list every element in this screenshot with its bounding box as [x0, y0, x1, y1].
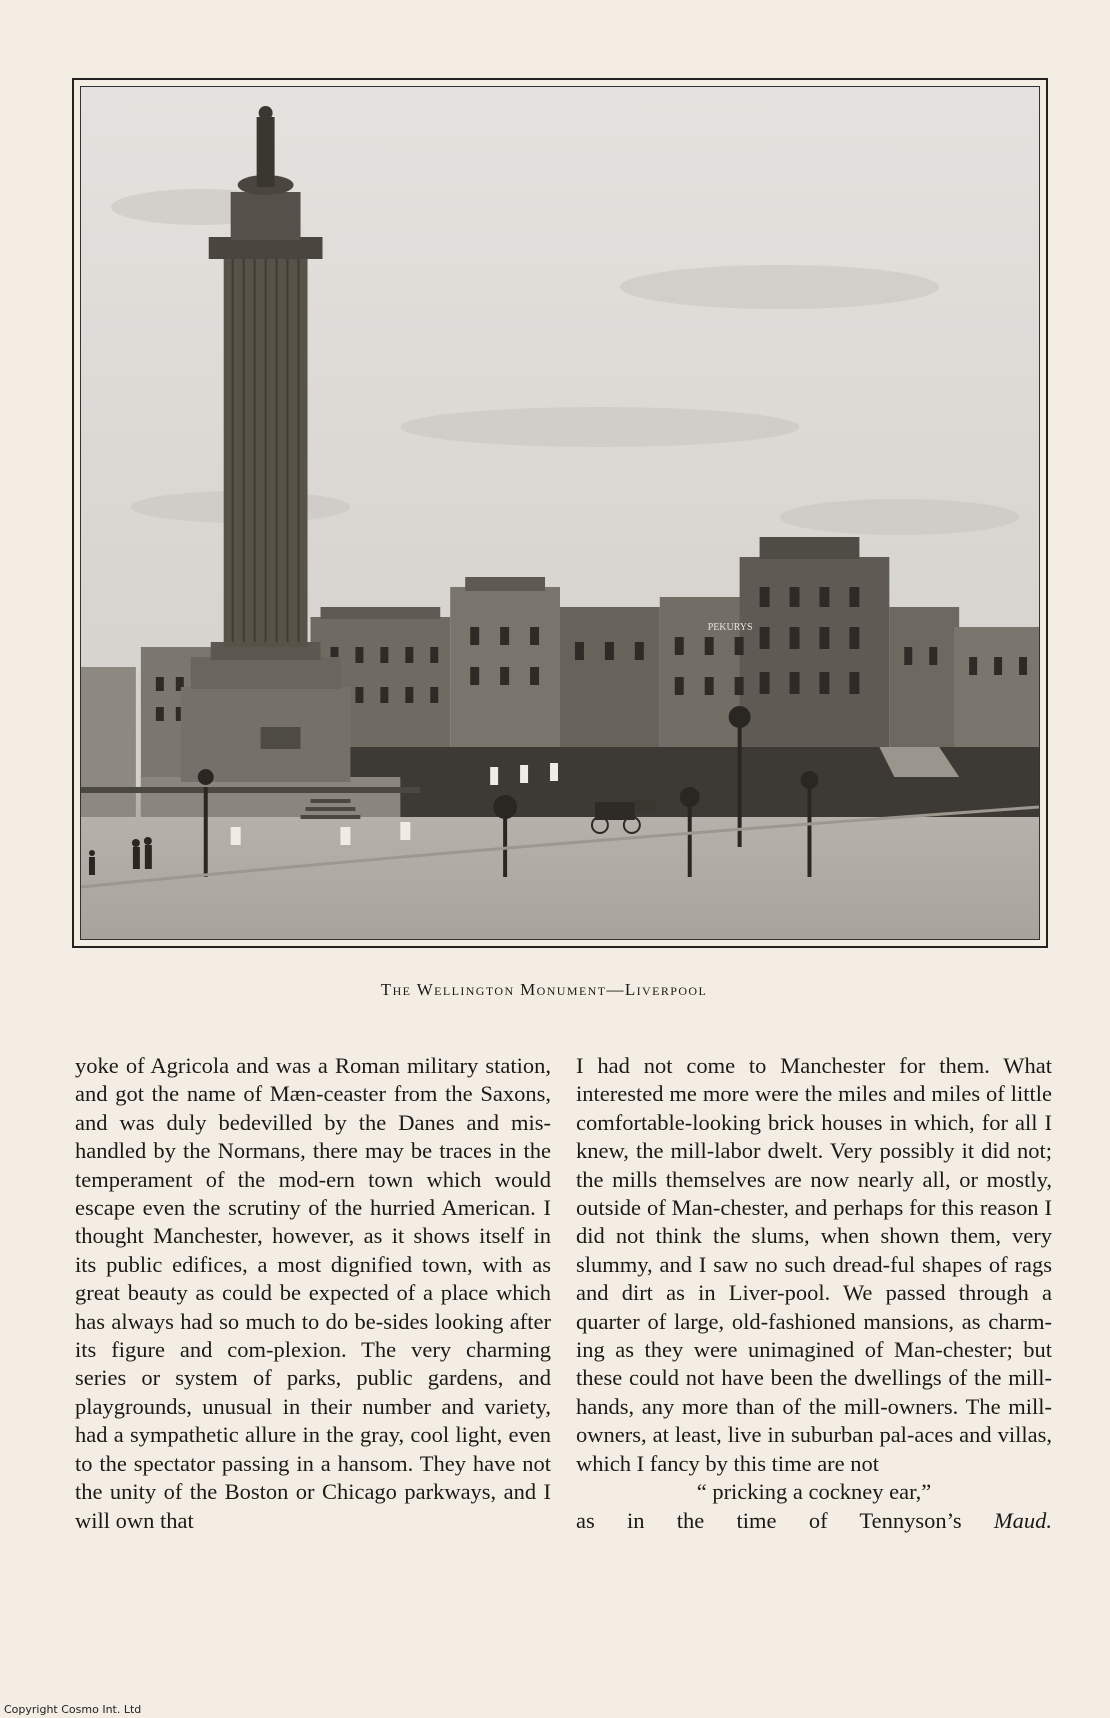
- wellington-monument-photo: [80, 86, 1040, 940]
- photo-frame: [72, 78, 1048, 948]
- final-line: [576, 1507, 1052, 1535]
- left-column-paragraph: yoke of Agricola and was a Roman military station, and got the name of Mæn-ceaster from the Saxons, and was duly bedevilled by the Danes and mis-handled by the Normans, there may be traces in the temperament of the mod-ern town which would escape even the scrutiny of the hurried American. I thought Manchester, however, as it shows itself in its public edifices, a most dignified town, with as great beauty as could be expected of a place which has always had so much to do be-sides looking after its figure and com-plexion. The very charming series or system of parks, public gardens, and playgrounds, unusual in their number and variety, had a sympathetic allure in the gray, cool light, even to the spectator passing in a hansom. They have not the unity of the Boston or Chicago parkways, and I will own that: [75, 1053, 551, 1533]
- photo-caption: The Wellington Monument—Liverpool: [380, 980, 708, 999]
- copyright-notice: Copyright Cosmo Int. Ltd: [4, 1703, 142, 1716]
- shop-sign-text: PEKURYS: [707, 621, 753, 634]
- right-column-paragraph: I had not come to Manchester for them. What interested me more were the miles and miles of little comfortable-looking brick houses in which, for all I knew, the mill-labor dwelt. Very possibly it did not; the mills themselves are now nearly all, or mostly, outside of Man-chester, and perhaps for this reason I did not think the slums, when shown them, very slummy, and I saw no such dread-ful shapes of rags and dirt as in Liver-pool. We passed through a quarter of large, old-fashioned mansions, as charm-ing as they were unimagined of Man-chester; but these could not have been the dwellings of the mill-hands, any more than of the mill-owners. The mill-owners, at least, live in suburban pal-aces and villas, which I fancy by this time are not: [576, 1053, 1052, 1476]
- text-column-right: [576, 1052, 1052, 1535]
- final-line-prefix: as in the time of Tennyson’s: [576, 1507, 994, 1533]
- tennyson-quote: “ pricking a cockney ear,”: [696, 1479, 932, 1505]
- maud-title: Maud.: [993, 1507, 1052, 1533]
- monument-photo-illustration: [81, 87, 1039, 939]
- text-column-left: [75, 1052, 551, 1535]
